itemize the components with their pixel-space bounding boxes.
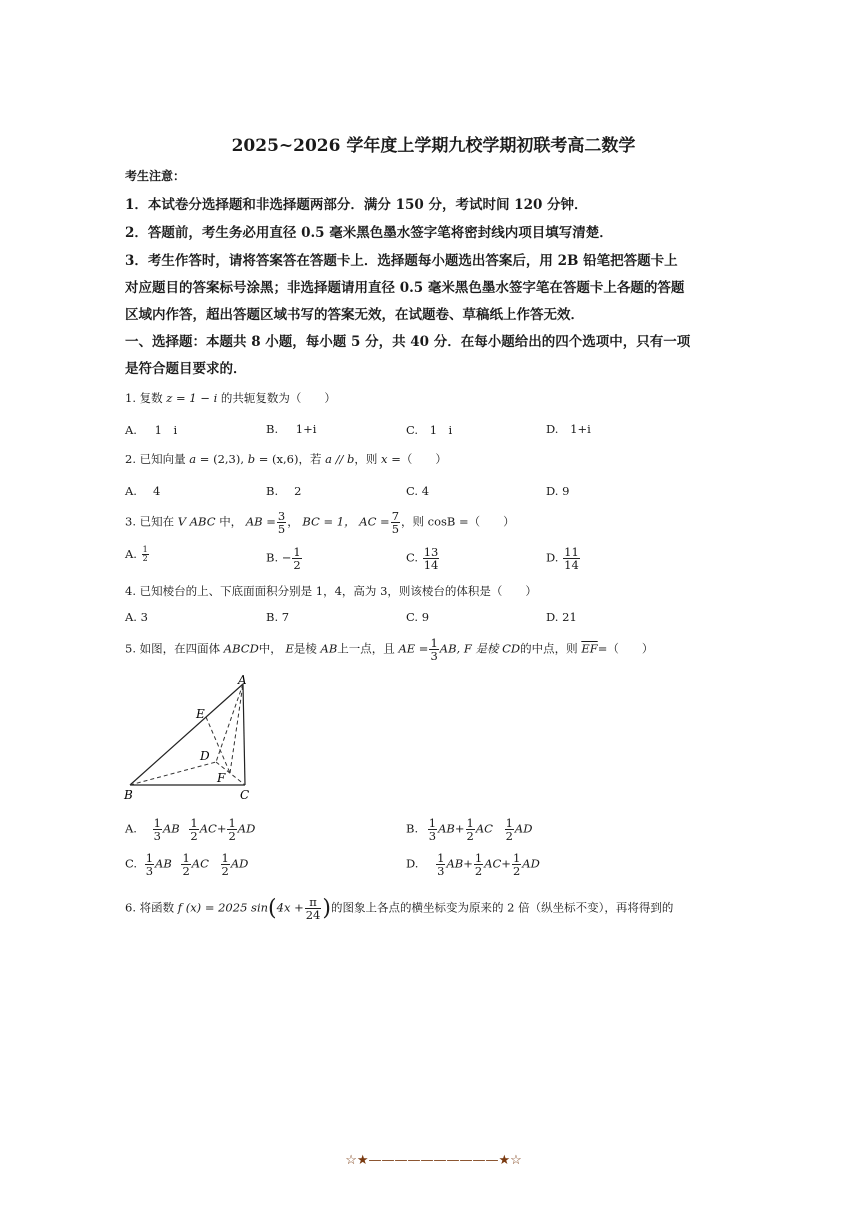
notice-item-3-cont-2: 区域内作答，超出答题区域书写的答案无效，在试题卷、草稿纸上作答无效． <box>125 307 584 323</box>
q5-option-a: A. $\frac{1}{3}$ AB $\frac{1}{2}$ AC+ $\frac{1}{2}$ AD <box>125 816 256 844</box>
q2-option-d: D. 9 <box>546 484 570 498</box>
q2-option-a: A. 4 <box>125 484 161 498</box>
q4-option-c: C. 9 <box>406 610 430 624</box>
notice-item-3-cont-1: 对应题目的答案标号涂黑；非选择题请用直径 0.5 毫米黑色墨水签字笔在答题卡上各题的答题 <box>125 280 685 296</box>
vector-b: b <box>247 452 256 466</box>
vector-a: a <box>189 452 197 466</box>
page-footer-ornament: ☆★——————————★☆ <box>345 1153 522 1168</box>
q1-option-a: A. 1 i <box>125 423 178 437</box>
q1-post: 的共轭复数为（ ） <box>220 391 336 405</box>
label-a: A <box>238 673 247 687</box>
label-d: D <box>200 749 210 763</box>
notice-item-2: 2．答题前，考生务必用直径 0.5 毫米黑色墨水签字笔将密封线内项目填写清楚． <box>125 225 613 241</box>
label-b: B <box>124 788 133 802</box>
segment-ef <box>206 717 230 773</box>
q2-option-b: B. 2 <box>266 484 302 498</box>
q4-option-a: A. 3 <box>125 610 148 624</box>
question-1 <box>125 390 336 406</box>
question-5: 5. 如图，在四面体 ABCD中， E是棱 AB上一点，且 AE = $\frac{1}{3}$ AB, F 是棱 CD的中点，则 $\overline{EF}=$（ ） <box>125 636 654 664</box>
edge-ac <box>243 684 245 785</box>
q3-option-d: D. $\frac{11}{14}$ <box>546 545 579 573</box>
tetrahedron-figure <box>118 672 263 804</box>
section-heading-line2: 是符合题目要求的． <box>125 361 247 377</box>
label-e: E <box>196 707 205 721</box>
label-f: F <box>217 771 226 785</box>
q3-option-a: A. $\frac{1}{2}$ <box>125 545 148 564</box>
notice-heading: 考生注意： <box>125 169 186 183</box>
parallel-expr: a // b <box>325 452 355 466</box>
q3-option-c: C. $\frac{13}{14}$ <box>406 545 439 573</box>
question-2: 2. 已知向量 a = (2,3), b = (x,6)，若 a // b，则 x =（ ） <box>125 452 447 466</box>
q4-option-b: B. 7 <box>266 610 290 624</box>
q4-option-d: D. 21 <box>546 610 577 624</box>
section-heading-line1: 一、选择题：本题共 8 小题，每小题 5 分，共 40 分．在每小题给出的四个选项中，只有一项 <box>125 334 691 350</box>
q5-option-b: B. $\frac{1}{3}$ AB+ $\frac{1}{2}$ AC $\frac{1}{2}$ AD <box>406 816 533 844</box>
q5-option-d: D. $\frac{1}{3}$ AB+ $\frac{1}{2}$ AC+ $\frac{1}{2}$ AD <box>406 851 540 879</box>
q2-option-c: C. 4 <box>406 484 430 498</box>
segment-af <box>230 684 243 773</box>
q3-option-b: B. − $\frac{1}{2}$ <box>266 545 301 573</box>
q1-expr: z = 1 − i <box>166 391 218 405</box>
question-4: 4. 已知棱台的上、下底面面积分别是 1，4，高为 3，则该棱台的体积是（ ） <box>125 584 537 598</box>
q1-option-b: B. 1+i <box>266 422 317 436</box>
q1-option-c: C. 1 i <box>406 423 453 437</box>
exam-title: 2025~2026 学年度上学期九校学期初联考高二数学 <box>231 136 636 156</box>
notice-item-1: 1．本试卷分选择题和非选择题两部分．满分 150 分，考试时间 120 分钟． <box>125 197 588 213</box>
question-6: 6. 将函数 f (x) = 2025 sin(4x + $\frac{\pi}{24}$ )的图象上各点的横坐标变为原来的 2 倍（纵坐标不变），再将得到的 <box>125 895 674 923</box>
notice-item-3: 3．考生作答时，请将答案答在答题卡上．选择题每小题选出答案后，用 2B 铅笔把答题卡上 <box>125 253 678 269</box>
q1-option-d: D. 1+i <box>546 422 591 436</box>
q5-option-c: C. $\frac{1}{3}$ AB $\frac{1}{2}$ AC $\frac{1}{2}$ AD <box>125 851 249 879</box>
q1-pre: 1. 复数 <box>125 391 163 405</box>
question-3: 3. 已知在 V ABC 中， AB = $\frac{3}{5}$ ， BC = 1， AC = $\frac{7}{5}$ ，则 cosB =（ ） <box>125 509 515 537</box>
label-c: C <box>240 788 250 802</box>
